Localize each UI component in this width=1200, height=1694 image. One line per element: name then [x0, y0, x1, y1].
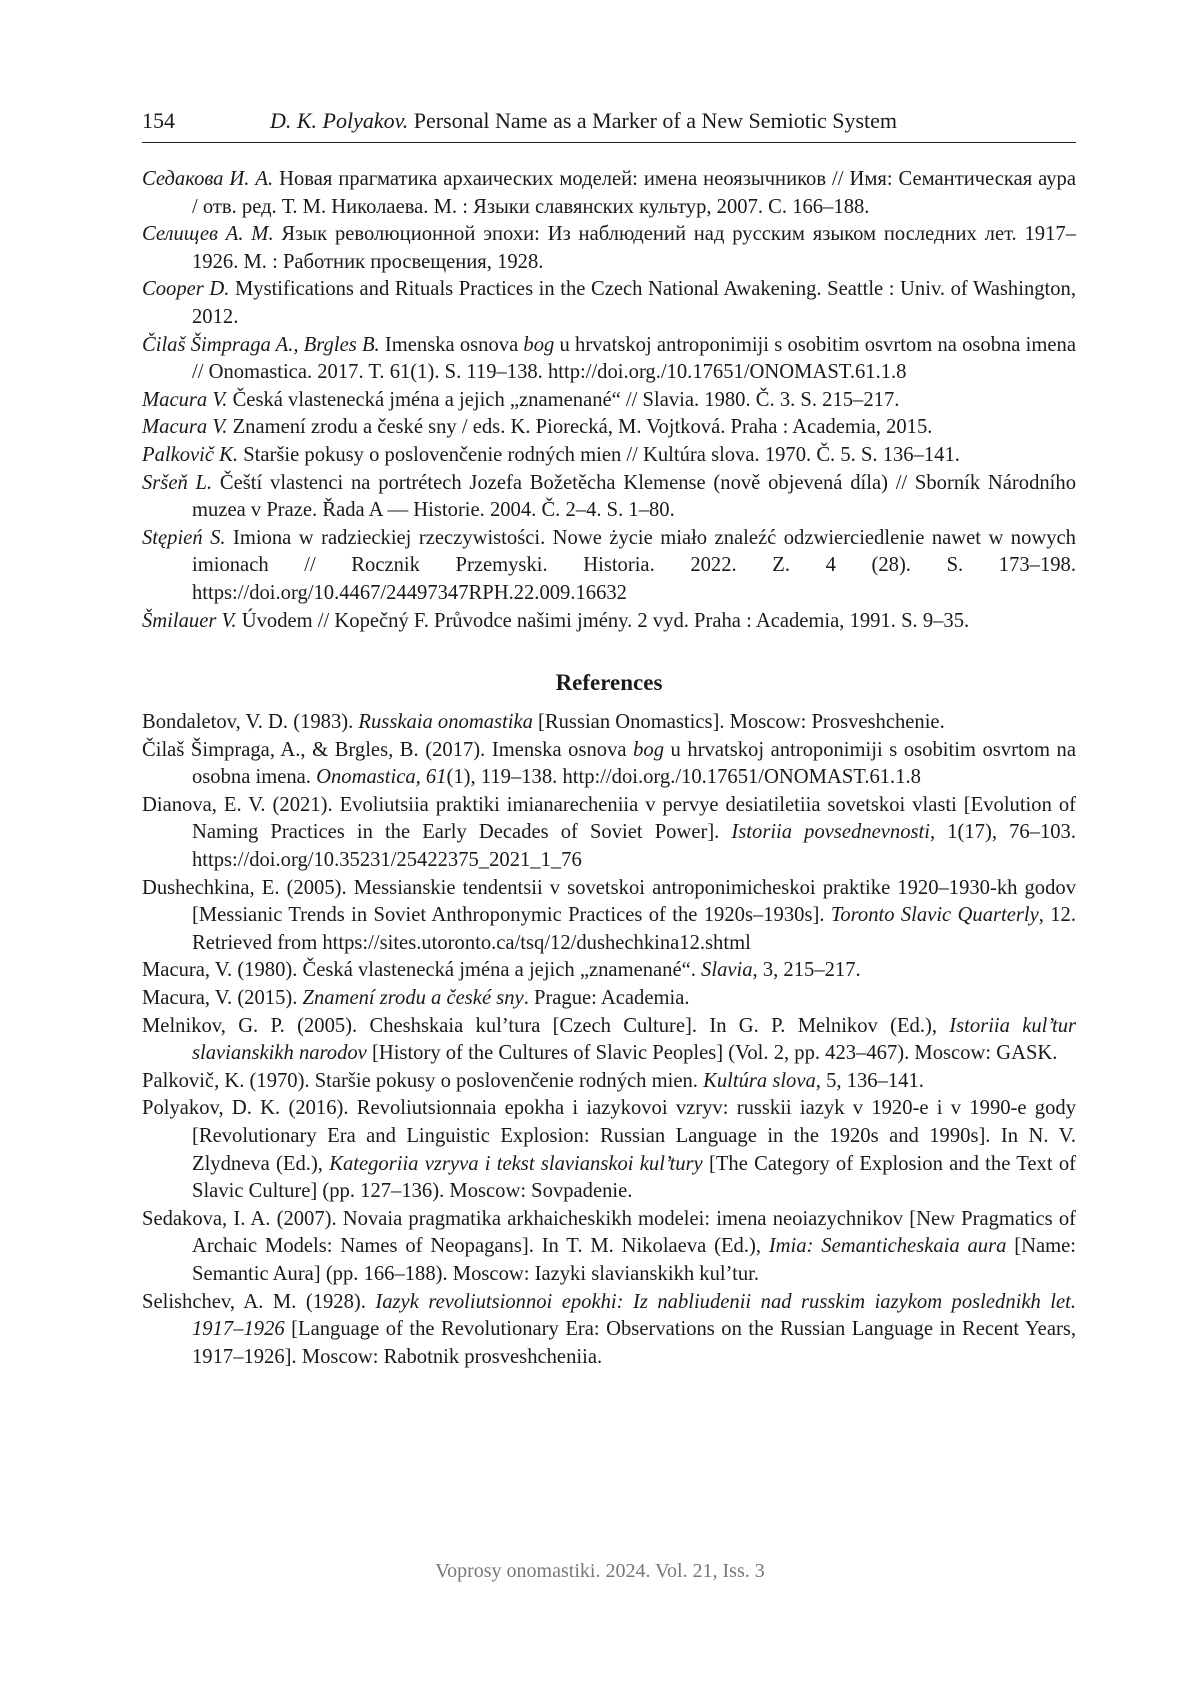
reference-entry: [142, 709, 1076, 737]
source-entry: [142, 387, 1076, 415]
ref-text-segment: Polyakov, D. K. (2016). Revoliutsionnaia epokha i iazykovoi vzryv: russkii iazyk v 1920-e i v 1990-e gody [Revolutionary Era and Linguistic Explosion: Russian Language in the 1920s and 1990s]. In N. V. Zlydneva (Ed.),: [142, 1097, 1076, 1175]
source-entry: [142, 276, 1076, 331]
ref-text-segment: Язык революционной эпохи: Из наблюдений над русским языком последних лет. 1917–1926. М. : Работник просвещения, 1928.: [192, 223, 1076, 273]
source-entry: [142, 470, 1076, 525]
ref-italic-segment: bog: [523, 333, 555, 356]
ref-italic-segment: bog: [633, 738, 664, 761]
ref-italic-segment: Toronto Slavic Quarterly: [830, 904, 1039, 927]
ref-text-segment: Dushechkina, E. (2005). Messianskie tendentsii v sovetskoi antroponimicheskoi praktike 1920–1930-kh godov [Messianic Trends in Soviet Anthroponymic Practices of the 1920s–1930s].: [142, 876, 1076, 927]
ref-text-segment: Imiona w radzieckiej rzeczywistości. Nowe życie miało znaleźć odzwierciedlenie nawet w nowych imionach // Rocznik Przemyski. Historia. 2022. Z. 4 (28). S. 173–198. https://doi.org/10.4467/24497347RPH.22.009.16632: [192, 526, 1076, 604]
page-number: 154: [142, 108, 175, 133]
running-header: [142, 102, 1076, 143]
ref-text-segment: Dianova, E. V. (2021). Evoliutsiia praktiki imianarecheniia v pervye desiatiletiia sovetskoi vlasti [Evolution of Naming Practices in the Early Decades of Soviet Power].: [142, 793, 1076, 844]
ref-text-segment: [History of the Cultures of Slavic Peoples] (Vol. 2, pp. 423–467). Moscow: GASK.: [366, 1042, 1058, 1065]
source-entry: [142, 221, 1076, 276]
ref-text-segment: Imenska osnova: [379, 333, 524, 356]
ref-italic-segment: Iazyk revoliutsionnoi epokhi: Iz nabliudenii nad russkim iazykom poslednikh let. 1917–1926: [192, 1290, 1076, 1341]
sources-list: [142, 166, 1076, 635]
ref-text-segment: , 12. Retrieved from https://sites.utoronto.ca/tsq/12/dushechkina12.shtml: [192, 904, 1076, 954]
source-entry: [142, 414, 1076, 442]
ref-italic-segment: Cooper D.: [142, 278, 230, 301]
ref-italic-segment: Istoriia povsednevnosti: [731, 821, 930, 844]
running-author: D. K. Polyakov.: [270, 108, 409, 133]
reference-entry: [142, 957, 1076, 985]
ref-italic-segment: Macura V.: [142, 416, 228, 439]
ref-text-segment: [Language of the Revolutionary Era: Observations on the Russian Language in Recent Years, 1917–1926]. Moscow: Rabotnik prosveshcheniia.: [192, 1318, 1076, 1368]
ref-italic-segment: Istoriia kul’tur slavianskikh narodov: [192, 1014, 1077, 1065]
ref-text-segment: Melnikov, G. P. (2005). Cheshskaia kul’tura [Czech Culture]. In G. P. Melnikov (Ed.),: [142, 1014, 950, 1037]
source-entry: [142, 608, 1076, 636]
reference-entry: [142, 1068, 1076, 1096]
footer-journal: Voprosy onomastiki. 2024. Vol. 21, Iss. 3: [435, 1560, 765, 1582]
ref-text-segment: u hrvatskoj antroponimiji s osobitim osvrtom na osobna imena.: [192, 738, 1076, 789]
ref-italic-segment: Šmilauer V.: [142, 609, 237, 632]
ref-text-segment: [Russian Onomastics]. Moscow: Prosveshchenie.: [532, 711, 945, 734]
ref-text-segment: , 1(17), 76–103. https://doi.org/10.35231/25422375_2021_1_76: [192, 821, 1076, 872]
ref-text-segment: Česká vlastenecká jména a jejich „znamenané“ // Slavia. 1980. Č. 3. S. 215–217.: [227, 388, 900, 411]
ref-text-segment: (1), 119–138. http://doi.org./10.17651/ONOMAST.61.1.8: [446, 766, 921, 789]
ref-text-segment: [Name: Semantic Aura] (pp. 166–188). Moscow: Iazyki slavianskikh kul’tur.: [192, 1235, 1076, 1285]
ref-text-segment: Úvodem // Kopečný F. Průvodce našimi jmény. 2 vyd. Praha : Academia, 1991. S. 9–35.: [236, 609, 970, 632]
ref-italic-segment: Čilaš Šimpraga A., Brgles B.: [142, 333, 380, 356]
ref-text-segment: , 3, 215–217.: [752, 959, 861, 982]
running-article-title: Personal Name as a Marker of a New Semiotic System: [413, 108, 898, 133]
source-entry: [142, 332, 1076, 387]
ref-text-segment: u hrvatskoj antroponimiji s osobitim osvrtom na osobna imena // Onomastica. 2017. T. 61(1). S. 119–138. http://doi.org./10.17651/ONOMAST.61.1.8: [192, 333, 1076, 384]
running-title: [270, 108, 897, 134]
reference-entry: [142, 1289, 1076, 1372]
ref-italic-segment: Седакова И. А.: [142, 168, 274, 190]
ref-text-segment: Mystifications and Rituals Practices in the Czech National Awakening. Seattle : Univ. of Washington, 2012.: [192, 278, 1077, 328]
source-entry: [142, 525, 1076, 608]
ref-text-segment: Новая прагматика архаических моделей: имена неоязычников // Имя: Семантическая аура / отв. ред. Т. М. Николаева. М. : Языки славянских культур, 2007. С. 166–188.: [192, 168, 1076, 218]
ref-text-segment: [The Category of Explosion and the Text of Slavic Culture] (pp. 127–136). Moscow: Sovpadenie.: [192, 1152, 1076, 1203]
ref-text-segment: Palkovič, K. (1970). Staršie pokusy o poslovenčenie rodných mien.: [142, 1069, 704, 1092]
ref-italic-segment: Slavia: [701, 959, 753, 982]
page-content: [142, 166, 1076, 1371]
ref-text-segment: Sedakova, I. A. (2007). Novaia pragmatika arkhaicheskikh modelei: imena neoiazychnikov [New Pragmatics of Archaic Models: Names of Neopagans]. In T. M. Nikolaeva (Ed.),: [142, 1207, 1076, 1258]
ref-italic-segment: Селищев А. М.: [142, 223, 274, 246]
reference-entry: [142, 875, 1076, 958]
ref-text-segment: Znamení zrodu a české sny / eds. K. Piorecká, M. Vojtková. Praha : Academia, 2015.: [227, 416, 933, 439]
references-heading: References: [555, 670, 663, 696]
ref-text-segment: Čilaš Šimpraga, A., & Brgles, B. (2017). Imenska osnova: [142, 738, 634, 761]
ref-text-segment: Čeští vlastenci na portrétech Jozefa Božetěcha Klemense (nově objevená díla) // Sborník Národního muzea v Praze. Řada A — Historie. 2004. Č. 2–4. S. 1–80.: [192, 471, 1076, 522]
ref-text-segment: Bondaletov, V. D. (1983).: [142, 711, 359, 734]
source-entry: [142, 442, 1076, 470]
reference-entry: [142, 1206, 1076, 1289]
ref-italic-segment: Sršeň L.: [142, 471, 213, 494]
ref-italic-segment: Imia: Semanticheskaia aura: [768, 1235, 1007, 1258]
ref-italic-segment: Znamení zrodu a české sny: [302, 987, 524, 1010]
ref-text-segment: Macura, V. (1980). Česká vlastenecká jména a jejich „znamenané“.: [142, 959, 702, 982]
ref-italic-segment: Kultúra slova: [703, 1069, 816, 1092]
ref-italic-segment: Macura V.: [142, 388, 228, 411]
ref-text-segment: . Prague: Academia.: [523, 987, 690, 1010]
ref-italic-segment: Kategoriia vzryva i tekst slavianskoi kul’tury: [329, 1152, 703, 1175]
ref-text-segment: , 5, 136–141.: [815, 1069, 924, 1092]
ref-text-segment: Staršie pokusy o poslovenčenie rodných mien // Kultúra slova. 1970. Č. 5. S. 136–141.: [238, 443, 960, 466]
reference-entry: [142, 1095, 1076, 1205]
reference-entry: [142, 1013, 1076, 1068]
reference-entry: [142, 985, 1076, 1013]
reference-entry: [142, 737, 1076, 792]
ref-italic-segment: Stępień S.: [142, 526, 226, 549]
source-entry: [142, 166, 1076, 221]
ref-text-segment: Selishchev, A. M. (1928).: [142, 1290, 376, 1313]
references-list: [142, 709, 1076, 1371]
ref-text-segment: Macura, V. (2015).: [142, 987, 303, 1010]
ref-italic-segment: Onomastica, 61: [316, 766, 447, 789]
ref-italic-segment: Russkaia onomastika: [358, 711, 533, 734]
ref-italic-segment: Palkovič K.: [142, 443, 239, 466]
reference-entry: [142, 792, 1076, 875]
